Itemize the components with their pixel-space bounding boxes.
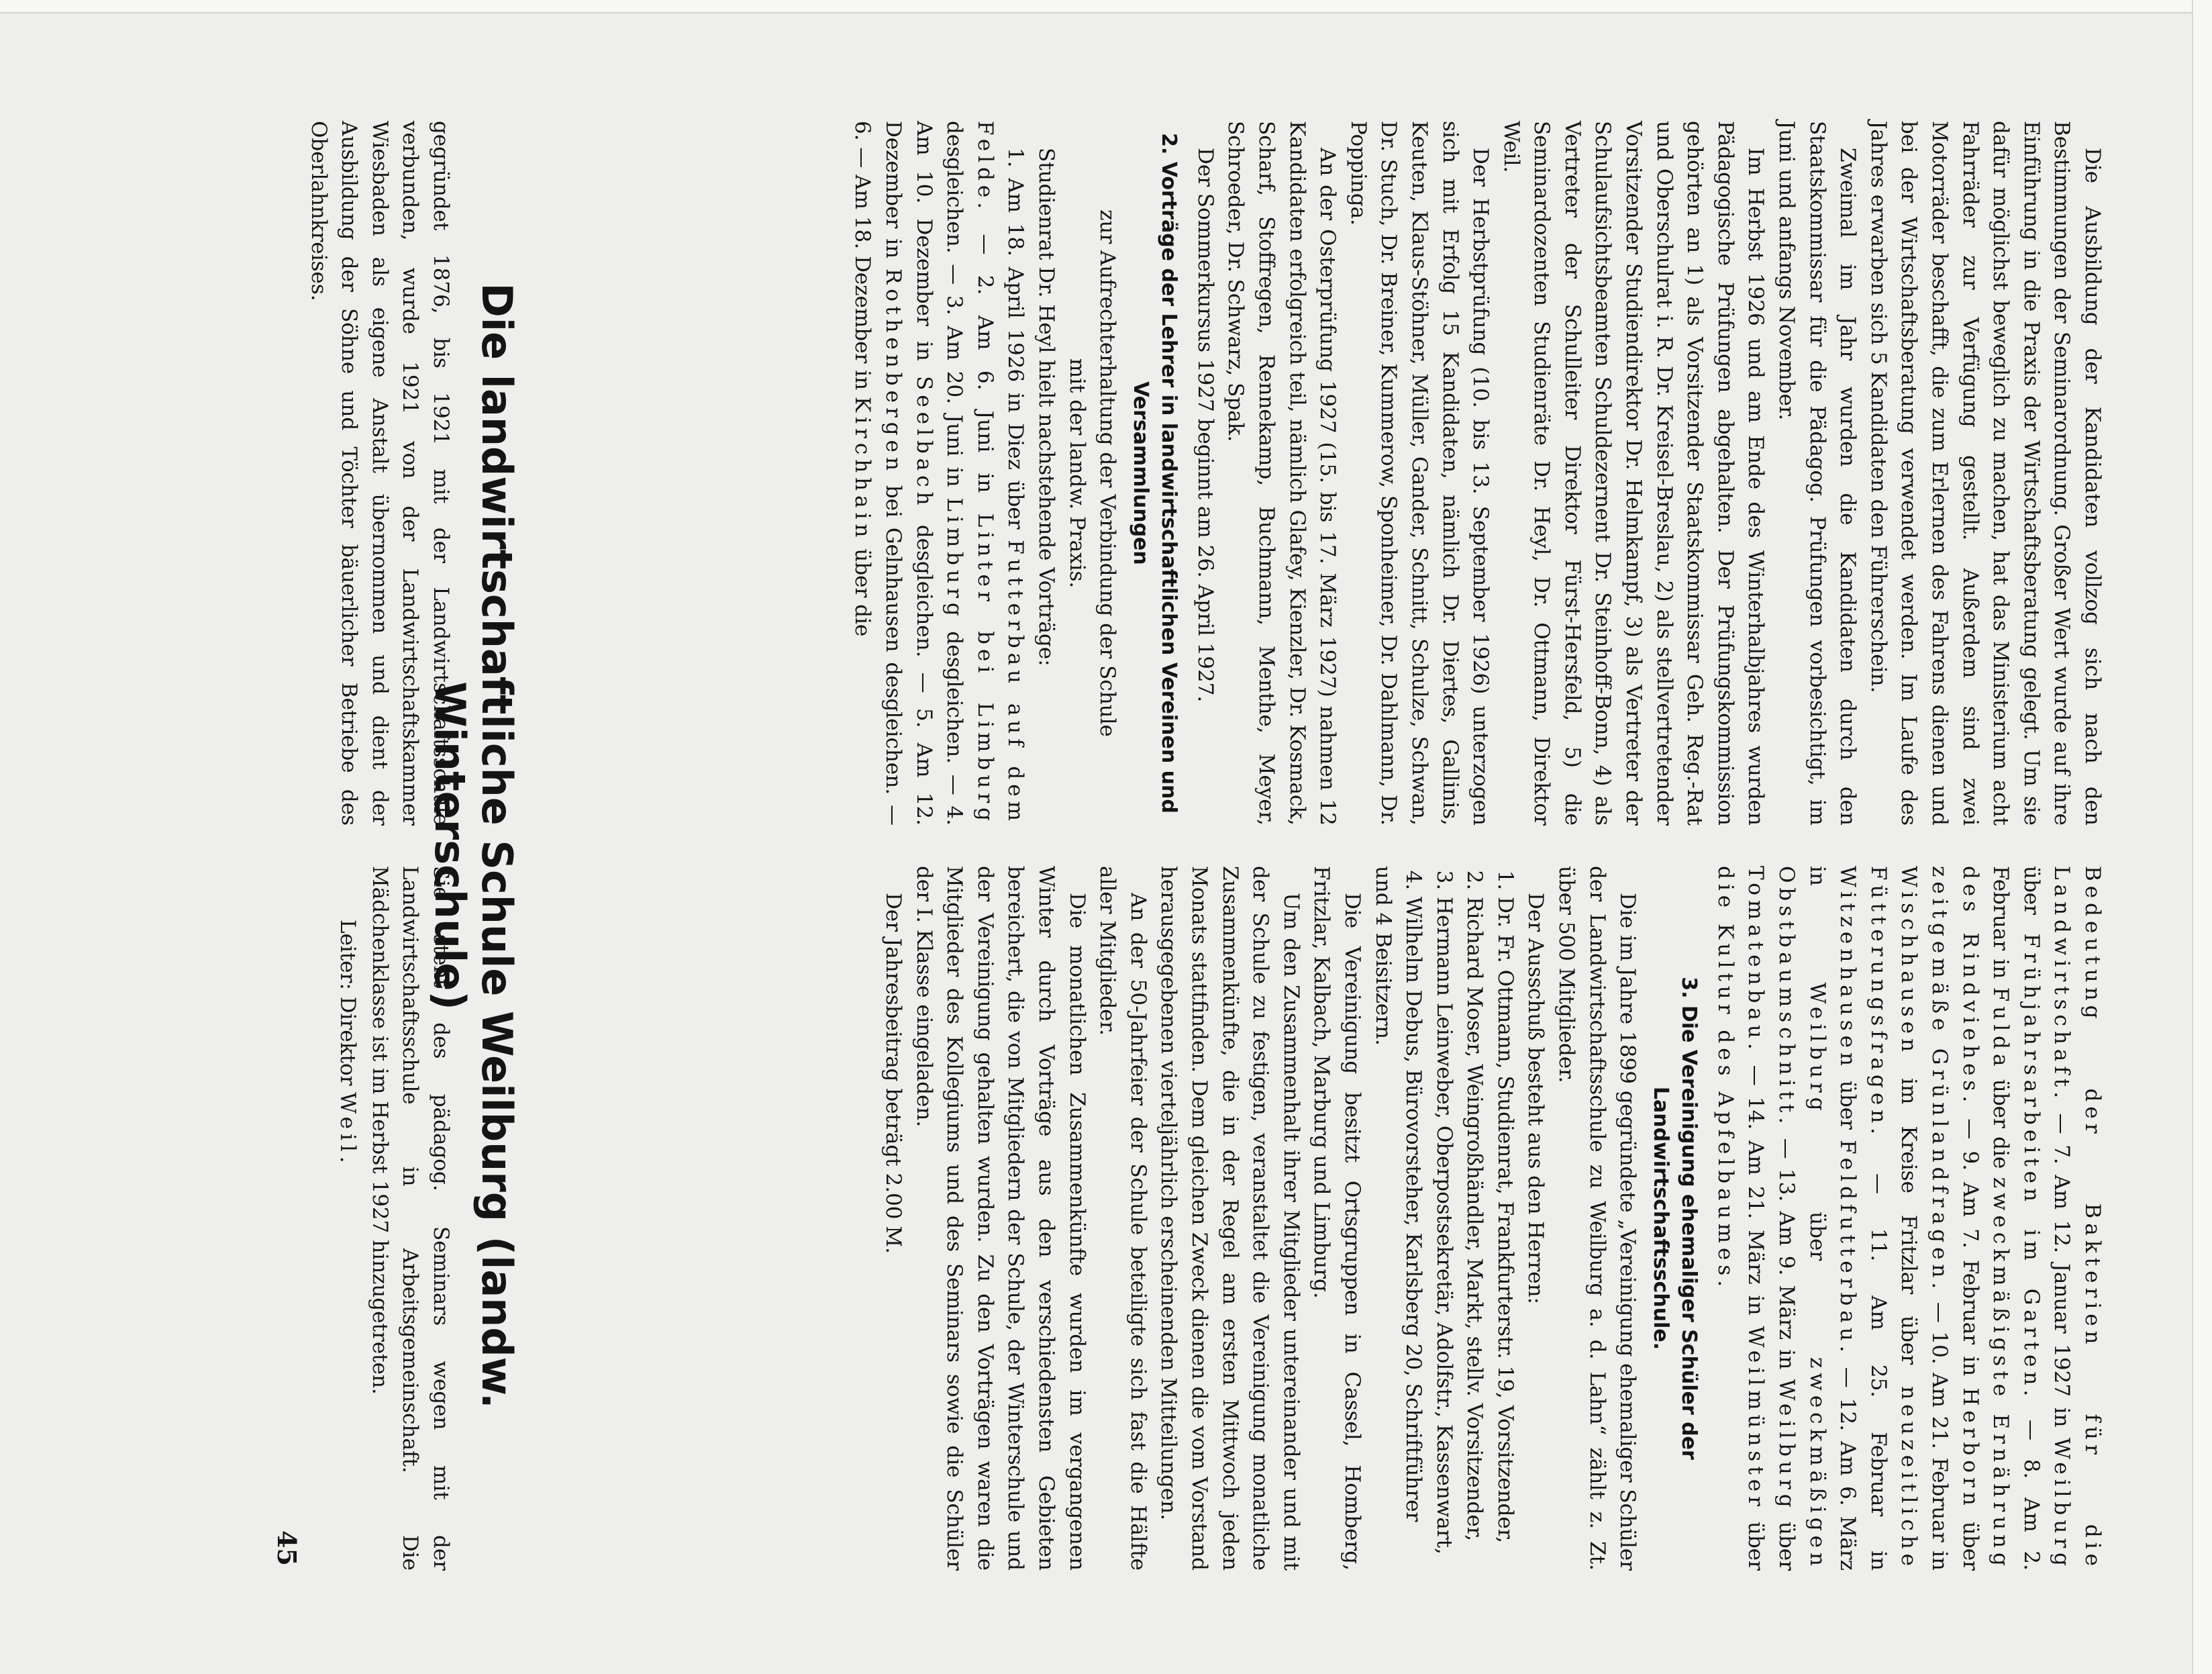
paragraph: Die monatlichen Zusammenkünfte wurden im vergangenen Winter durch Vorträge aus den verschiedensten Gebieten bereichert, die von Mitgliedern der Schule, der Winterschule und der Vereinigung gehalten wurden. Zu den Vorträgen waren die Mitglieder des Kollegiums und des Seminars sowie die Schüler der I. Klasse eingeladen. bbox=[911, 866, 1089, 1571]
paragraph: Im Herbst 1926 und am Ende des Winterhalbjahres wurden Pädagogische Prüfungen abgehalten. Der Prüfungskommission gehörten an 1) als Vorsitzender Staatskommissar Geh. Reg.-Rat und Oberschulrat i. R. Dr. Kreisel-Breslau, 2) als stellvertretender Vorsitzender Studiendirektor Dr. Helmkampf, 3) als Vertreter der Schulaufsichtsbeamten Schuldezernent Dr. Steinhoff-Bonn, 4) als Vertreter der Schulleiter Direktor Fürst-Hersfeld, 5) die Seminardozenten Studienräte Dr. Heyl, Dr. Ottmann, Direktor Weil. bbox=[1499, 121, 1768, 826]
paragraph: Die im Jahre 1899 gegründete „Vereinigung ehemaliger Schüler der Landwirtschaftsschule zu Weilburg a. d. Lahn“ zählt z. Zt. über 500 Mitglieder. bbox=[1554, 866, 1640, 1571]
text-run: bei Gelnhausen desgleichen. — 6. — Am 18. Dezember in bbox=[850, 121, 906, 826]
spaced-text: Wischhausen bbox=[1897, 866, 1921, 1057]
spaced-text: zeitgemäße Grünlandfragen. bbox=[1927, 866, 1952, 1294]
text-run: 1. Am 18. April 1926 in Diez über bbox=[1003, 148, 1028, 530]
paragraph: An der 50-Jahrfeier der Schule beteiligte sich fast die Hälfte aller Mitglieder. bbox=[1095, 866, 1150, 1571]
spaced-text: Seelbach bbox=[911, 376, 936, 510]
spaced-text: Kirchhain bbox=[850, 396, 875, 542]
text-run: über bbox=[1958, 1522, 1982, 1571]
spaced-text: Limburg bbox=[942, 497, 967, 621]
spaced-text: Linter bei Limburg bbox=[972, 513, 997, 826]
spaced-text: Weil. bbox=[336, 1092, 360, 1168]
text-run: Leiter: Direktor bbox=[336, 920, 360, 1086]
paragraph: Studienrat Dr. Heyl hielt nachstehende Vorträge: bbox=[1034, 148, 1058, 667]
spaced-text: neuzeitliche Fütterungsfragen. bbox=[1866, 866, 1921, 1571]
paragraph: Der Herbstprüfung (10. bis 13. September 1926) unterzogen sich mit Erfolg 15 Kandidaten, nämlich Dr. Diertes, Gallinis, Keuten, Klaus-Stöhner, Müller, Gander, Schnitt, Schulze, Schwan, Dr. Stuch, Dr. Breiner, Kummerow, Sponheimer, Dr. Dahlmann, Dr. Poppinga. bbox=[1346, 121, 1493, 826]
text-run: — 2. Am 6. Juni in bbox=[972, 234, 997, 493]
text-run: desgleichen. — 3. Am 20. Juni in bbox=[942, 121, 967, 487]
committee-list bbox=[1398, 866, 1520, 1571]
spaced-text: Fulda bbox=[1989, 987, 2013, 1071]
spaced-text: Frühjahrsarbeiten im Garten. bbox=[2019, 933, 2044, 1401]
spaced-text: zweckmäßigen Obstbaumschnitt. bbox=[1774, 866, 1829, 1571]
section-heading-3: 3. Die Vereinigung ehemaliger Schüler der Landwirtschaftsschule. bbox=[1649, 977, 1701, 1460]
spaced-text: Weilburg bbox=[1805, 982, 1829, 1116]
left-column bbox=[847, 121, 2107, 826]
spaced-text: Rothenbergen bbox=[881, 268, 906, 475]
text-run: über die bbox=[1989, 1079, 2013, 1169]
spaced-text: Witzenhausen bbox=[1836, 866, 1860, 1071]
text-run: im Kreise Fritzlar über bbox=[1897, 1078, 1921, 1365]
text-run: über bbox=[1774, 1522, 1799, 1571]
paragraph: Der Jahresbeitrag beträgt 2.00 M. bbox=[881, 893, 906, 1254]
list-item: 4. Wilhelm Debus, Bürovorsteher, Karlsberg 20, Schriftführer bbox=[1398, 897, 1429, 1571]
text-run: — 7. Am 12. Januar 1927 in bbox=[2050, 1113, 2074, 1428]
section-heading-2: 2. Vorträge der Lehrer in landwirtschaftlichen Vereinen und Versammlungen bbox=[1129, 133, 1181, 814]
text-run: — 13. Am 9. März in bbox=[1774, 1138, 1799, 1370]
section-title: Die landwirtschaftliche Schule Weilburg (landw. Winterschule) bbox=[425, 283, 521, 1409]
bottom-section bbox=[252, 121, 520, 1571]
text-run: — 14. Am 21. März in bbox=[1744, 1065, 1768, 1316]
page-number: 45 bbox=[272, 1530, 302, 1566]
spaced-text: Futterbau auf dem Felde. bbox=[972, 121, 1028, 826]
bottom-right-paragraph bbox=[332, 866, 456, 1571]
spaced-text: Feldfutterbau. bbox=[1836, 1140, 1860, 1357]
spaced-text: zweckmäßigste Ernährung des Rindviehes. bbox=[1958, 866, 2013, 1571]
paragraph: An der Osterprüfung 1927 (15. bis 17. März 1927) nahmen 12 Kandidaten erfolgreich teil, nämlich Glafey, Kienzler, Dr. Kosmack, Scharf, Stoffregen, Rennekamp, Buchmann, Menthe, Meyer, Schroeder, Dr. Schwarz, Spak. bbox=[1223, 121, 1340, 826]
spaced-text: Weilburg bbox=[1774, 1379, 1799, 1512]
right-column bbox=[877, 866, 2107, 1571]
text-run: über bbox=[1836, 1081, 1860, 1130]
text-run: über bbox=[1805, 1212, 1829, 1261]
bottom-left-paragraph: gegründet 1876, bis 1921 mit der Landwirtschaftsschule verbunden, wurde 1921 von der Landwirtschaftskammer Wiesbaden als eigene Anstalt übernommen und dient der Ausbildung der Söhne und Töchter bäuerlicher Betriebe des Oberlahnkreises. bbox=[306, 121, 453, 826]
section-subheading: zur Aufrechterhaltung der Verbindung der Schule bbox=[1095, 209, 1120, 737]
page-edge-top bbox=[0, 0, 2212, 13]
list-item: 3. Hermann Leinweber, Oberpostsekretär, Adolfstr., Kassenwart, bbox=[1428, 897, 1459, 1571]
lecture-list bbox=[847, 121, 1031, 826]
text-run: desgleichen. — 5. Am 12. Dezember in bbox=[881, 121, 936, 826]
paragraph: Die Ausbildung der Kandidaten vollzog sich nach den Bestimmungen der Seminarordnung. Großer Wert wurde auf ihre Einführung in die Praxis der Wirtschaftsberatung gelegt. Um sie dafür möglichst beweglich zu machen, hat das Ministerium acht Fahrräder zur Verfügung gestellt. Außerdem sind zwei Motorräder beschafft, die zum Erlernen des Fahrens dienen und bei der Wirtschaftsberatung verwendet werden. Im Laufe des Jahres erwarben sich 5 Kandidaten den Führerschein. bbox=[1866, 121, 2105, 826]
spaced-text: Weilmünster bbox=[1744, 1326, 1768, 1511]
text-run: — 8. Am 2. Februar in bbox=[1989, 866, 2044, 1571]
lecture-list-continued bbox=[1709, 866, 2107, 1571]
spaced-text: Tomatenbau. bbox=[1744, 866, 1768, 1054]
list-item: 2. Richard Moser, Weingroßhändler, Markt, stellv. Vorsitzender, bbox=[1459, 897, 1490, 1571]
spaced-text: Weilburg bbox=[2050, 1438, 2074, 1571]
text-run: — 9. Am 7. Februar in bbox=[1958, 1118, 1982, 1377]
spaced-text: die Kultur des Apfelbaumes. bbox=[1713, 866, 1738, 1292]
rotated-text-block bbox=[255, 121, 2107, 1571]
page-edge-right bbox=[2192, 0, 2212, 1674]
paragraph: Die Vereinigung besitzt Ortsgruppen in Cassel, Homberg, Fritzlar, Kalbach, Marburg und Limburg. bbox=[1309, 866, 1364, 1571]
text-run: über bbox=[2019, 866, 2044, 915]
paragraph: Zweimal im Jahr wurden die Kandidaten durch den Staatskommissar für die Pädagog. Prüfungen vorbesichtigt, im Juni und anfangs November. bbox=[1774, 121, 1860, 826]
text-run: — 11. Am 25. Februar in bbox=[1866, 1173, 1891, 1571]
text-run: über die bbox=[850, 548, 875, 637]
list-item: 1. Dr. Fr. Ottmann, Studienrat, Frankfurterstr. 19, Vorsitzender, bbox=[1489, 897, 1520, 1571]
text-run: desgleichen. — 4. Am 10. Dezember in bbox=[911, 121, 967, 826]
text-run: — 10. Am 21. Februar in bbox=[1927, 1301, 1952, 1571]
paragraph: Um den Zusammenhalt ihrer Mitglieder untereinander und mit der Schule zu festigen, veranstaltet die Vereinigung monatliche Zusammenkünfte, die in der Regel am ersten Mittwoch jeden Monats stattfinden. Dem gleichen Zweck dienen die vom Vorstand herausgegebenen vierteljährlich erscheinenden Mitteilungen. bbox=[1156, 866, 1303, 1571]
paragraph: und 4 Beisitzern. bbox=[1370, 866, 1395, 1046]
paragraph: Der Sommerkursus 1927 beginnt am 26. April 1927. bbox=[1193, 148, 1217, 703]
paragraph: Sie steht des pädagog. Seminars wegen mit der Landwirtschaftsschule in Arbeitsgemeinschaft. Die Mädchenklasse ist im Herbst 1927 hinzugetreten. bbox=[367, 866, 453, 1571]
section-subheading: mit der landw. Praxis. bbox=[1064, 358, 1089, 589]
spaced-text: Herborn bbox=[1958, 1387, 1982, 1510]
text-run: über bbox=[1744, 1522, 1768, 1571]
text-run: — 12. Am 6. März in bbox=[1805, 866, 1860, 1571]
leader-line bbox=[332, 866, 363, 1571]
spaced-text: Bedeutung der Bakterien für die Landwirtschaft. bbox=[2050, 866, 2105, 1571]
paragraph: Der Ausschuß besteht aus den Herren: bbox=[1523, 893, 1548, 1305]
